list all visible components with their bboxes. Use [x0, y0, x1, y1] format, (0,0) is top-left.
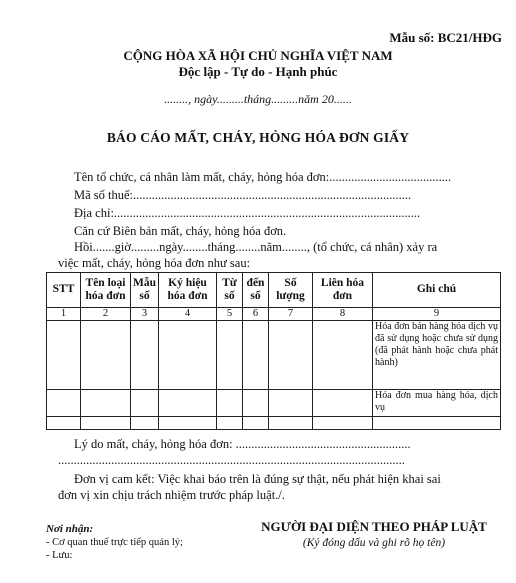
org-name-field: Tên tổ chức, cá nhân làm mất, cháy, hỏng hóa đơn:....................................... [74, 170, 452, 184]
commitment-line-2: đơn vị xin chịu trách nhiệm trước pháp luật./. [58, 488, 285, 502]
representative-title: NGƯỜI ĐẠI DIỆN THEO PHÁP LUẬT [261, 519, 487, 534]
table-cell [47, 390, 81, 417]
col-number: 9 [373, 308, 501, 321]
table-cell [159, 417, 217, 430]
col-number: 1 [47, 308, 81, 321]
table-cell [243, 390, 269, 417]
representative-note: (Ký đóng dấu và ghi rõ họ tên) [302, 537, 446, 549]
col-number: 8 [313, 308, 373, 321]
table-cell [269, 417, 313, 430]
col-header-invoice-symbol: Ký hiệu hóa đơn [159, 273, 217, 308]
col-header-to-no: đến số [243, 273, 269, 308]
col-number: 4 [159, 308, 217, 321]
date-line: ........, ngày.........tháng.........năm 20...... [164, 92, 352, 106]
table-cell [81, 417, 131, 430]
column-number-row [47, 308, 501, 321]
table-cell [131, 417, 159, 430]
tax-code-field: Mã số thuế:......................................................................................... [74, 188, 412, 202]
note-purchase-invoice: Hóa đơn mua hàng hóa, dịch vụ [373, 390, 501, 417]
reason-dots: ............................................................................................................... [58, 453, 405, 467]
col-header-form-no: Mẫu số [131, 273, 159, 308]
table-header-row [47, 273, 501, 308]
col-header-note: Ghi chú [373, 273, 501, 308]
table-cell [269, 321, 313, 390]
note-sales-invoice: Hóa đơn bán hàng hóa dịch vụ đã sử dụng hoặc chưa sử dụng (đã phát hành hoặc chưa phát hành) [373, 321, 501, 390]
report-title: BÁO CÁO MẤT, CHÁY, HỎNG HÓA ĐƠN GIẤY [106, 130, 410, 145]
table-row [47, 390, 501, 417]
col-number: 6 [243, 308, 269, 321]
table-cell [373, 417, 501, 430]
col-header-from-no: Từ số [217, 273, 243, 308]
col-header-quantity: Số lượng [269, 273, 313, 308]
table-cell [47, 417, 81, 430]
table-cell [159, 321, 217, 390]
table-cell [131, 390, 159, 417]
table-cell [243, 321, 269, 390]
col-header-invoice-type: Tên loại hóa đơn [81, 273, 131, 308]
table-cell [81, 390, 131, 417]
incident-time-line-2: việc mất, cháy, hỏng hóa đơn như sau: [58, 256, 251, 270]
national-motto: Độc lập - Tự do - Hạnh phúc [178, 64, 338, 79]
col-number: 7 [269, 308, 313, 321]
form-code: Mẫu số: BC21/HĐG [389, 30, 502, 45]
col-header-copy: Liên hóa đơn [313, 273, 373, 308]
table-cell [217, 390, 243, 417]
address-field: Địa chỉ:.................................................................................................. [74, 206, 421, 220]
col-header-stt: STT [47, 273, 81, 308]
table-cell [159, 390, 217, 417]
table-cell [313, 417, 373, 430]
basis-line: Căn cứ Biên bản mất, cháy, hỏng hóa đơn. [74, 224, 287, 238]
commitment-line-1: Đơn vị cam kết: Việc khai báo trên là đúng sự thật, nếu phát hiện khai sai [74, 472, 441, 486]
col-number: 3 [131, 308, 159, 321]
table-cell [81, 321, 131, 390]
table-row [47, 321, 501, 390]
recipient-item: - Cơ quan thuế trực tiếp quản lý; [46, 537, 183, 548]
reason-field: Lý do mất, cháy, hỏng hóa đơn: ........................................................ [74, 437, 411, 451]
table-cell [269, 390, 313, 417]
incident-time-line: Hồi.......giờ.........ngày........tháng........năm........, (tổ chức, cá nhân) xảy ra [74, 240, 438, 254]
invoice-report-table [46, 272, 501, 430]
table-cell [217, 321, 243, 390]
table-row [47, 417, 501, 430]
table-cell [217, 417, 243, 430]
table-cell [47, 321, 81, 390]
recipient-item: - Lưu: [46, 550, 73, 561]
table-cell [243, 417, 269, 430]
table-cell [131, 321, 159, 390]
table-cell [313, 321, 373, 390]
republic-name: CỘNG HÒA XÃ HỘI CHỦ NGHĨA VIỆT NAM [123, 48, 393, 63]
recipients-title: Nơi nhận: [46, 523, 94, 535]
col-number: 5 [217, 308, 243, 321]
col-number: 2 [81, 308, 131, 321]
table-cell [313, 390, 373, 417]
